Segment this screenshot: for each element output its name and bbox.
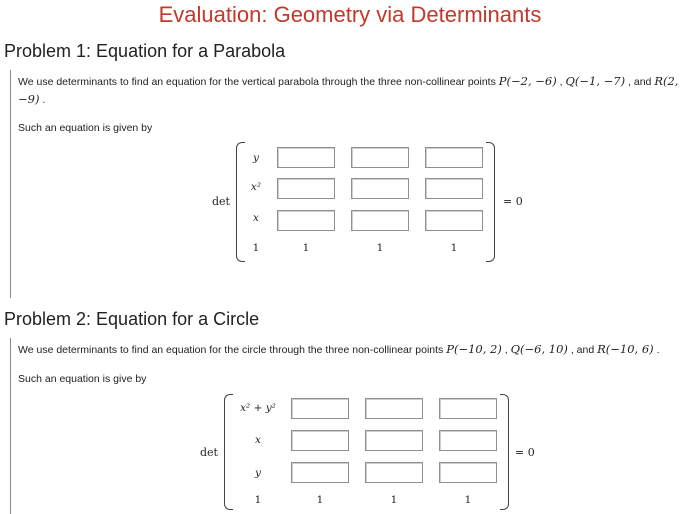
problem1-sep2: , and <box>628 76 652 88</box>
problem1-cell-r2c3[interactable] <box>425 178 483 199</box>
problem2-cell-r2c3[interactable] <box>439 430 497 451</box>
problem2-intro-text: We use determinants to find an equation for the circle through the three non-collinear points <box>18 344 444 356</box>
problem2-row-label-1: 1 <box>254 494 262 506</box>
problem1-one-c2: 1 <box>376 242 384 254</box>
problem2-cell-r2c1[interactable] <box>291 430 349 451</box>
problem2-sep2: , and <box>570 344 595 356</box>
problem2-left-bracket <box>224 394 233 510</box>
problem2-equals-zero: = 0 <box>515 446 535 459</box>
problem2-one-c1: 1 <box>316 494 324 506</box>
problem2-row-label-y: y <box>255 467 261 479</box>
problem1-det-label: det <box>212 195 230 208</box>
problem2-cell-r3c3[interactable] <box>439 462 497 483</box>
problem2-point-r: R(−10, 6) <box>597 342 654 356</box>
problem1-lead: Such an equation is given by <box>18 122 153 134</box>
problem1-cell-r3c1[interactable] <box>277 210 335 231</box>
problem1-equals-zero: = 0 <box>503 195 523 208</box>
problem1-row-label-x2: x² <box>250 181 262 193</box>
problem1-point-r: R(2, −9) <box>18 74 679 106</box>
problem1-intro-text: We use determinants to find an equation for the vertical parabola through the three non-collinear points <box>18 76 496 88</box>
problem2-cell-r1c3[interactable] <box>439 398 497 419</box>
problem2-sep1: , <box>504 344 508 356</box>
problem2-one-c3: 1 <box>464 494 472 506</box>
problem2-right-bracket <box>500 394 509 510</box>
problem2-cell-r1c2[interactable] <box>365 398 423 419</box>
problem1-row-label-y: y <box>253 152 259 164</box>
problem1-one-c3: 1 <box>450 242 458 254</box>
problem1-point-p: P(−2, −6) <box>498 74 557 88</box>
problem2-point-p: P(−10, 2) <box>446 342 502 356</box>
problem1-row-label-1: 1 <box>252 242 260 254</box>
problem2-cell-r1c1[interactable] <box>291 398 349 419</box>
problem2-point-q: Q(−6, 10) <box>510 342 568 356</box>
problem1-sep1: , <box>559 76 563 88</box>
problem2-row-label-x: x <box>255 434 261 446</box>
problem1-cell-r3c2[interactable] <box>351 210 409 231</box>
problem1-cell-r2c2[interactable] <box>351 178 409 199</box>
problem2-left-rule <box>10 338 11 514</box>
problem1-title: Problem 1: Equation for a Parabola <box>4 41 286 61</box>
problem2-cell-r3c1[interactable] <box>291 462 349 483</box>
problem2-end: . <box>656 344 660 356</box>
problem2-intro <box>18 341 696 359</box>
problem2-one-c2: 1 <box>390 494 398 506</box>
problem1-intro <box>18 73 690 109</box>
problem2-cell-r2c2[interactable] <box>365 430 423 451</box>
problem1-row-label-x: x <box>253 212 259 224</box>
problem2-lead: Such an equation is give by <box>18 373 147 385</box>
problem2-title: Problem 2: Equation for a Circle <box>4 309 260 329</box>
problem1-left-rule <box>10 70 11 298</box>
page-title: Evaluation: Geometry via Determinants <box>158 2 542 27</box>
problem1-cell-r1c1[interactable] <box>277 147 335 168</box>
problem1-cell-r1c3[interactable] <box>425 147 483 168</box>
problem1-right-bracket <box>486 142 495 262</box>
problem1-point-q: Q(−1, −7) <box>565 74 626 88</box>
problem1-cell-r2c1[interactable] <box>277 178 335 199</box>
problem2-cell-r3c2[interactable] <box>365 462 423 483</box>
problem1-end: . <box>42 94 46 106</box>
problem2-row-label-x2y2: x² + y² <box>240 402 276 414</box>
problem1-one-c1: 1 <box>302 242 310 254</box>
problem2-det-label: det <box>200 446 218 459</box>
problem1-cell-r3c3[interactable] <box>425 210 483 231</box>
problem1-cell-r1c2[interactable] <box>351 147 409 168</box>
